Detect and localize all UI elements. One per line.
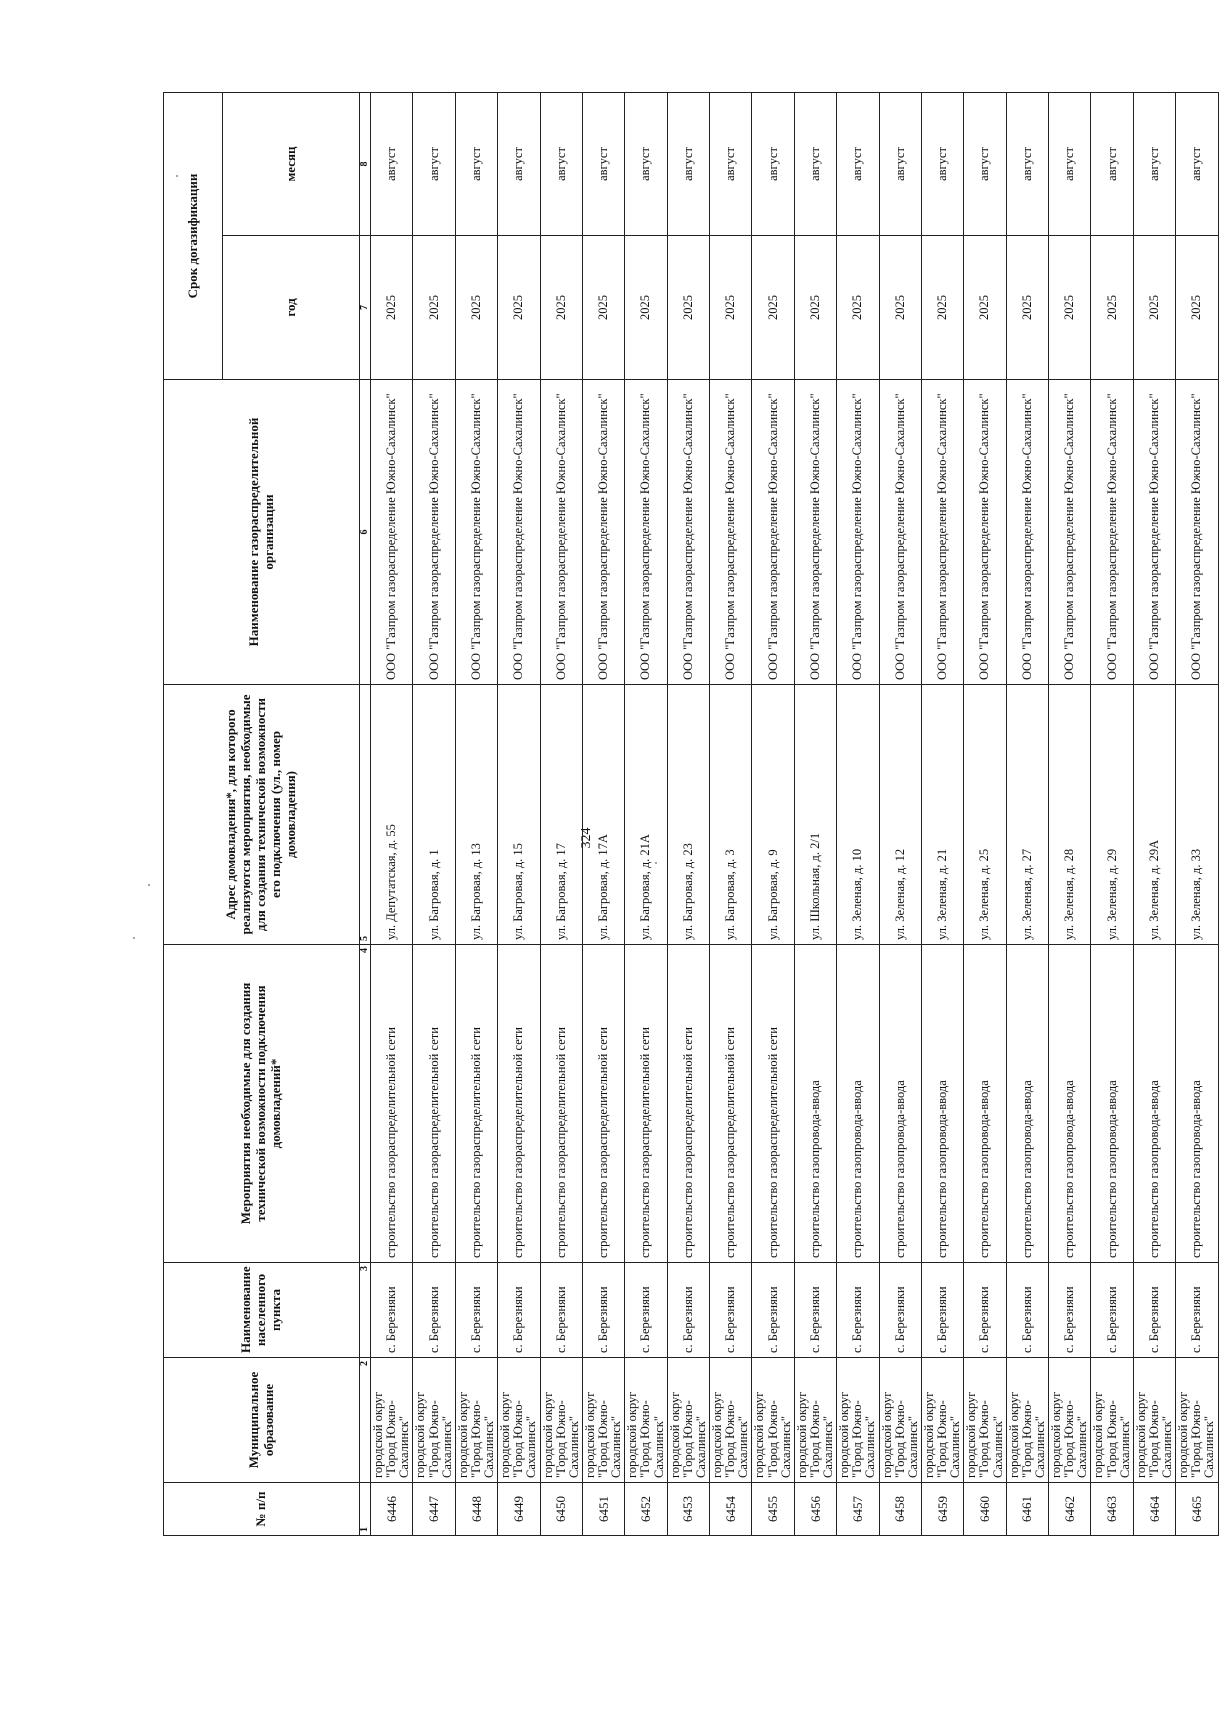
address-cell: ул. Багровая, д. 21А xyxy=(625,685,667,945)
header-num: № п/п xyxy=(164,1483,360,1536)
municipality-cell: городской округ "Город Южно-Сахалинск" xyxy=(1091,1358,1133,1483)
municipality-cell: городской округ "Город Южно-Сахалинск" xyxy=(498,1358,540,1483)
month-cell: август xyxy=(582,93,624,236)
month-cell: август xyxy=(667,93,709,236)
settlement-cell: с. Березняки xyxy=(1049,1263,1091,1358)
row-number: 6449 xyxy=(498,1483,540,1536)
address-cell: ул. Багровая, д. 1 xyxy=(413,685,455,945)
year-cell: 2025 xyxy=(582,236,624,380)
address-cell: ул. Багровая, д. 13 xyxy=(455,685,497,945)
organization-cell: ООО "Газпром газораспределение Южно-Сахалинск" xyxy=(582,380,624,685)
year-cell: 2025 xyxy=(455,236,497,380)
municipality-cell: городской округ "Город Южно-Сахалинск" xyxy=(1176,1358,1218,1483)
header-row xyxy=(164,93,223,1536)
municipality-cell: городской округ "Город Южно-Сахалинск" xyxy=(1133,1358,1175,1483)
municipality-cell: городской округ "Город Южно-Сахалинск" xyxy=(413,1358,455,1483)
table-row xyxy=(371,93,413,1536)
column-number: 5 xyxy=(360,685,371,945)
month-cell: август xyxy=(455,93,497,236)
header-settlement: Наименование населенного пункта xyxy=(164,1263,360,1358)
event-cell: строительство газопровода-ввода xyxy=(837,945,879,1263)
event-cell: строительство газопровода-ввода xyxy=(964,945,1006,1263)
event-cell: строительство газопровода-ввода xyxy=(1176,945,1218,1263)
settlement-cell: с. Березняки xyxy=(413,1263,455,1358)
address-cell: ул. Багровая, д. 17А xyxy=(582,685,624,945)
row-number: 6457 xyxy=(837,1483,879,1536)
table-row xyxy=(1049,93,1091,1536)
address-cell: ул. Багровая, д. 17 xyxy=(540,685,582,945)
row-number: 6464 xyxy=(1133,1483,1175,1536)
year-cell: 2025 xyxy=(752,236,794,380)
settlement-cell: с. Березняки xyxy=(1091,1263,1133,1358)
organization-cell: ООО "Газпром газораспределение Южно-Сахалинск" xyxy=(455,380,497,685)
event-cell: строительство газораспределительной сети xyxy=(582,945,624,1263)
column-number: 4 xyxy=(360,945,371,1263)
table-row xyxy=(1133,93,1175,1536)
year-cell: 2025 xyxy=(667,236,709,380)
organization-cell: ООО "Газпром газораспределение Южно-Сахалинск" xyxy=(921,380,963,685)
municipality-cell: городской округ "Город Южно-Сахалинск" xyxy=(1006,1358,1048,1483)
settlement-cell: с. Березняки xyxy=(1176,1263,1218,1358)
address-cell: ул. Зеленая, д. 29 xyxy=(1091,685,1133,945)
year-cell: 2025 xyxy=(710,236,752,380)
settlement-cell: с. Березняки xyxy=(921,1263,963,1358)
header-year: год xyxy=(223,236,360,380)
organization-cell: ООО "Газпром газораспределение Южно-Сахалинск" xyxy=(625,380,667,685)
row-number: 6461 xyxy=(1006,1483,1048,1536)
row-number: 6450 xyxy=(540,1483,582,1536)
header-event: Мероприятия необходимые для создания технической возможности подключения домовладений* xyxy=(164,945,360,1263)
year-cell: 2025 xyxy=(1006,236,1048,380)
address-cell: ул. Зеленая, д. 33 xyxy=(1176,685,1218,945)
table-row xyxy=(455,93,497,1536)
table-row xyxy=(794,93,836,1536)
table-row xyxy=(1091,93,1133,1536)
row-number: 6453 xyxy=(667,1483,709,1536)
event-cell: строительство газораспределительной сети xyxy=(710,945,752,1263)
month-cell: август xyxy=(794,93,836,236)
organization-cell: ООО "Газпром газораспределение Южно-Сахалинск" xyxy=(752,380,794,685)
year-cell: 2025 xyxy=(879,236,921,380)
column-number: 6 xyxy=(360,380,371,685)
month-cell: август xyxy=(625,93,667,236)
header-municipality: Муниципальное образование xyxy=(164,1358,360,1483)
month-cell: август xyxy=(752,93,794,236)
municipality-cell: городской округ "Город Южно-Сахалинск" xyxy=(794,1358,836,1483)
month-cell: август xyxy=(498,93,540,236)
table-row xyxy=(964,93,1006,1536)
table-row xyxy=(921,93,963,1536)
header-month: месяц xyxy=(223,93,360,236)
settlement-cell: с. Березняки xyxy=(1006,1263,1048,1358)
table-row xyxy=(498,93,540,1536)
column-number: 1 xyxy=(360,1483,371,1536)
year-cell: 2025 xyxy=(964,236,1006,380)
year-cell: 2025 xyxy=(921,236,963,380)
event-cell: строительство газопровода-ввода xyxy=(1133,945,1175,1263)
organization-cell: ООО "Газпром газораспределение Южно-Сахалинск" xyxy=(964,380,1006,685)
row-number: 6452 xyxy=(625,1483,667,1536)
rotated-table-container xyxy=(163,93,1217,1536)
year-cell: 2025 xyxy=(1133,236,1175,380)
organization-cell: ООО "Газпром газораспределение Южно-Сахалинск" xyxy=(540,380,582,685)
event-cell: строительство газопровода-ввода xyxy=(921,945,963,1263)
row-number: 6455 xyxy=(752,1483,794,1536)
event-cell: строительство газопровода-ввода xyxy=(879,945,921,1263)
table-row xyxy=(837,93,879,1536)
settlement-cell: с. Березняки xyxy=(582,1263,624,1358)
event-cell: строительство газораспределительной сети xyxy=(498,945,540,1263)
address-cell: ул. Зеленая, д. 10 xyxy=(837,685,879,945)
organization-cell: ООО "Газпром газораспределение Южно-Сахалинск" xyxy=(710,380,752,685)
municipality-cell: городской округ "Город Южно-Сахалинск" xyxy=(710,1358,752,1483)
column-number: 2 xyxy=(360,1358,371,1483)
event-cell: строительство газораспределительной сети xyxy=(752,945,794,1263)
month-cell: август xyxy=(879,93,921,236)
row-number: 6454 xyxy=(710,1483,752,1536)
organization-cell: ООО "Газпром газораспределение Южно-Сахалинск" xyxy=(371,380,413,685)
gasification-table xyxy=(163,92,1219,1536)
row-number: 6456 xyxy=(794,1483,836,1536)
table-body xyxy=(371,93,1219,1536)
table-row xyxy=(582,93,624,1536)
scan-speck xyxy=(133,937,135,939)
table-row xyxy=(710,93,752,1536)
scan-speck xyxy=(148,884,150,886)
organization-cell: ООО "Газпром газораспределение Южно-Сахалинск" xyxy=(498,380,540,685)
organization-cell: ООО "Газпром газораспределение Южно-Сахалинск" xyxy=(413,380,455,685)
table-row xyxy=(625,93,667,1536)
organization-cell: ООО "Газпром газораспределение Южно-Сахалинск" xyxy=(1176,380,1218,685)
address-cell: ул. Багровая, д. 3 xyxy=(710,685,752,945)
year-cell: 2025 xyxy=(1176,236,1218,380)
month-cell: август xyxy=(371,93,413,236)
address-cell: ул. Багровая, д. 9 xyxy=(752,685,794,945)
month-cell: август xyxy=(1176,93,1218,236)
year-cell: 2025 xyxy=(540,236,582,380)
table-row xyxy=(540,93,582,1536)
settlement-cell: с. Березняки xyxy=(667,1263,709,1358)
address-cell: ул. Зеленая, д. 21 xyxy=(921,685,963,945)
month-cell: август xyxy=(1006,93,1048,236)
settlement-cell: с. Березняки xyxy=(1133,1263,1175,1358)
event-cell: строительство газораспределительной сети xyxy=(371,945,413,1263)
settlement-cell: с. Березняки xyxy=(752,1263,794,1358)
row-number: 6451 xyxy=(582,1483,624,1536)
column-number-row xyxy=(360,93,371,1536)
event-cell: строительство газопровода-ввода xyxy=(1091,945,1133,1263)
column-number: 8 xyxy=(360,93,371,236)
organization-cell: ООО "Газпром газораспределение Южно-Сахалинск" xyxy=(1091,380,1133,685)
page-number: 324 xyxy=(579,827,594,849)
settlement-cell: с. Березняки xyxy=(455,1263,497,1358)
month-cell: август xyxy=(1049,93,1091,236)
year-cell: 2025 xyxy=(794,236,836,380)
year-cell: 2025 xyxy=(1091,236,1133,380)
settlement-cell: с. Березняки xyxy=(837,1263,879,1358)
header-address: Адрес домовладения*, для которого реализуются мероприятия, необходимые для создания технической возможности его подключения (ул., номер домовладения) xyxy=(164,685,360,945)
municipality-cell: городской округ "Город Южно-Сахалинск" xyxy=(1049,1358,1091,1483)
row-number: 6463 xyxy=(1091,1483,1133,1536)
event-cell: строительство газораспределительной сети xyxy=(540,945,582,1263)
municipality-cell: городской округ "Город Южно-Сахалинск" xyxy=(752,1358,794,1483)
table-row xyxy=(1176,93,1218,1536)
column-number: 7 xyxy=(360,236,371,380)
municipality-cell: городской округ "Город Южно-Сахалинск" xyxy=(455,1358,497,1483)
event-cell: строительство газораспределительной сети xyxy=(667,945,709,1263)
year-cell: 2025 xyxy=(625,236,667,380)
address-cell: ул. Зеленая, д. 29А xyxy=(1133,685,1175,945)
address-cell: ул. Багровая, д. 15 xyxy=(498,685,540,945)
event-cell: строительство газораспределительной сети xyxy=(413,945,455,1263)
event-cell: строительство газопровода-ввода xyxy=(1049,945,1091,1263)
year-cell: 2025 xyxy=(413,236,455,380)
row-number: 6465 xyxy=(1176,1483,1218,1536)
settlement-cell: с. Березняки xyxy=(879,1263,921,1358)
month-cell: август xyxy=(837,93,879,236)
settlement-cell: с. Березняки xyxy=(371,1263,413,1358)
month-cell: август xyxy=(540,93,582,236)
settlement-cell: с. Березняки xyxy=(498,1263,540,1358)
month-cell: август xyxy=(710,93,752,236)
organization-cell: ООО "Газпром газораспределение Южно-Сахалинск" xyxy=(879,380,921,685)
month-cell: август xyxy=(921,93,963,236)
year-cell: 2025 xyxy=(837,236,879,380)
year-cell: 2025 xyxy=(498,236,540,380)
table-row xyxy=(667,93,709,1536)
header-deadline-group: Срок догазификации xyxy=(164,93,223,380)
organization-cell: ООО "Газпром газораспределение Южно-Сахалинск" xyxy=(837,380,879,685)
organization-cell: ООО "Газпром газораспределение Южно-Сахалинск" xyxy=(1006,380,1048,685)
event-cell: строительство газораспределительной сети xyxy=(455,945,497,1263)
address-cell: ул. Школьная, д. 2/1 xyxy=(794,685,836,945)
table-row xyxy=(879,93,921,1536)
month-cell: август xyxy=(1091,93,1133,236)
address-cell: ул. Зеленая, д. 27 xyxy=(1006,685,1048,945)
municipality-cell: городской округ "Город Южно-Сахалинск" xyxy=(540,1358,582,1483)
organization-cell: ООО "Газпром газораспределение Южно-Сахалинск" xyxy=(667,380,709,685)
event-cell: строительство газопровода-ввода xyxy=(1006,945,1048,1263)
municipality-cell: городской округ "Город Южно-Сахалинск" xyxy=(667,1358,709,1483)
municipality-cell: городской округ "Город Южно-Сахалинск" xyxy=(625,1358,667,1483)
municipality-cell: городской округ "Город Южно-Сахалинск" xyxy=(921,1358,963,1483)
row-number: 6460 xyxy=(964,1483,1006,1536)
table-row xyxy=(413,93,455,1536)
year-cell: 2025 xyxy=(371,236,413,380)
settlement-cell: с. Березняки xyxy=(540,1263,582,1358)
row-number: 6458 xyxy=(879,1483,921,1536)
table-row xyxy=(752,93,794,1536)
row-number: 6459 xyxy=(921,1483,963,1536)
settlement-cell: с. Березняки xyxy=(964,1263,1006,1358)
event-cell: строительство газораспределительной сети xyxy=(625,945,667,1263)
organization-cell: ООО "Газпром газораспределение Южно-Сахалинск" xyxy=(1049,380,1091,685)
row-number: 6462 xyxy=(1049,1483,1091,1536)
month-cell: август xyxy=(1133,93,1175,236)
organization-cell: ООО "Газпром газораспределение Южно-Сахалинск" xyxy=(794,380,836,685)
address-cell: ул. Зеленая, д. 28 xyxy=(1049,685,1091,945)
settlement-cell: с. Березняки xyxy=(794,1263,836,1358)
event-cell: строительство газопровода-ввода xyxy=(794,945,836,1263)
row-number: 6447 xyxy=(413,1483,455,1536)
municipality-cell: городской округ "Город Южно-Сахалинск" xyxy=(371,1358,413,1483)
address-cell: ул. Зеленая, д. 12 xyxy=(879,685,921,945)
organization-cell: ООО "Газпром газораспределение Южно-Сахалинск" xyxy=(1133,380,1175,685)
municipality-cell: городской округ "Город Южно-Сахалинск" xyxy=(837,1358,879,1483)
address-cell: ул. Багровая, д. 23 xyxy=(667,685,709,945)
month-cell: август xyxy=(413,93,455,236)
settlement-cell: с. Березняки xyxy=(625,1263,667,1358)
address-cell: ул. Зеленая, д. 25 xyxy=(964,685,1006,945)
settlement-cell: с. Березняки xyxy=(710,1263,752,1358)
row-number: 6446 xyxy=(371,1483,413,1536)
municipality-cell: городской округ "Город Южно-Сахалинск" xyxy=(879,1358,921,1483)
header-organization: Наименование газораспределительной организации xyxy=(164,380,360,685)
municipality-cell: городской округ "Город Южно-Сахалинск" xyxy=(964,1358,1006,1483)
column-number: 3 xyxy=(360,1263,371,1358)
year-cell: 2025 xyxy=(1049,236,1091,380)
table-row xyxy=(1006,93,1048,1536)
row-number: 6448 xyxy=(455,1483,497,1536)
address-cell: ул. Депутатская, д. 55 xyxy=(371,685,413,945)
municipality-cell: городской округ "Город Южно-Сахалинск" xyxy=(582,1358,624,1483)
month-cell: август xyxy=(964,93,1006,236)
